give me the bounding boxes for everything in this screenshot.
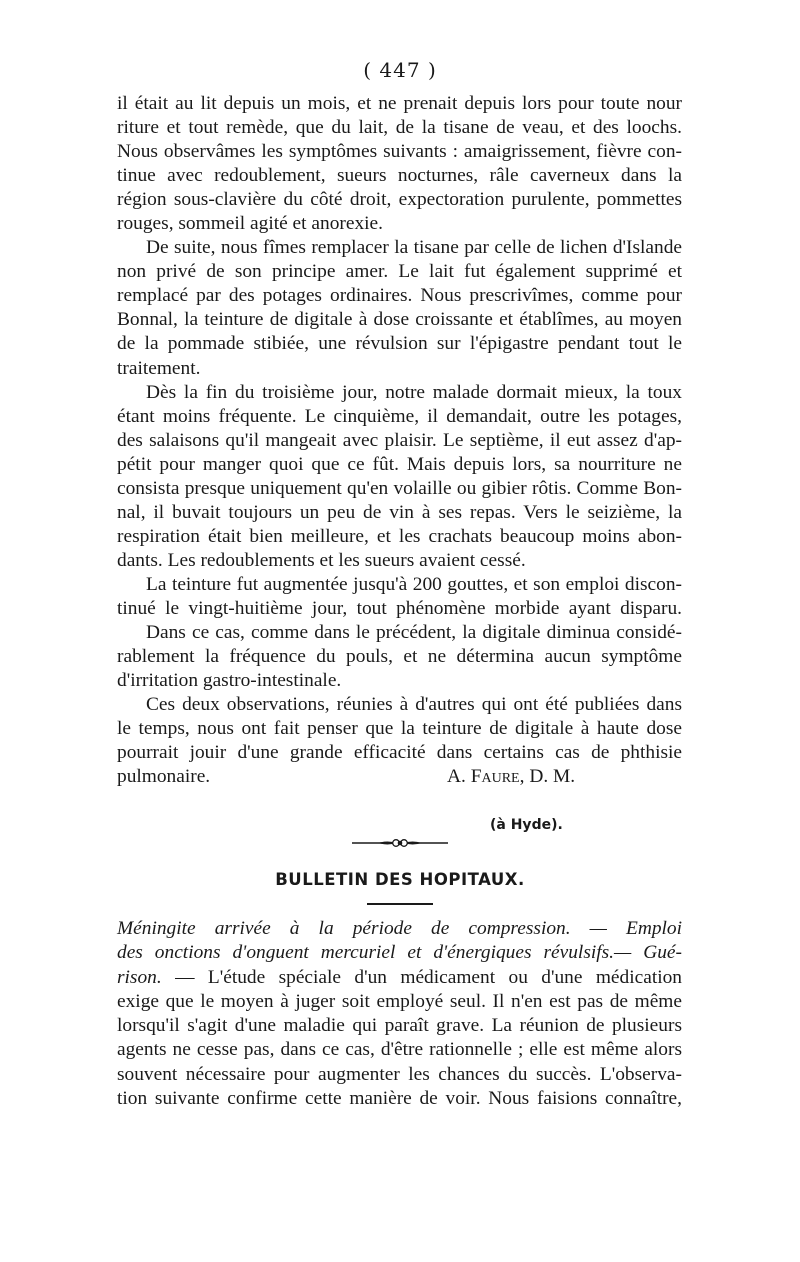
text-line: Ces deux observations, réunies à d'autres qui ont été publiées dans	[146, 694, 682, 716]
page-number: ( 447 )	[363, 58, 437, 82]
text-line: Dès la fin du troisième jour, notre malade dormait mieux, la toux	[146, 381, 682, 403]
text-line: consista presque uniquement qu'en volaille ou gibier rôtis. Comme Bon-	[117, 477, 682, 499]
text-line	[117, 917, 682, 941]
text-line: région sous-clavière du côté droit, expectoration purulente, pommettes	[117, 189, 682, 211]
text-line: tinue avec redoublement, sueurs nocturnes, râle caverneux dans la	[117, 165, 682, 187]
text-line: agents ne cesse pas, dans ce cas, d'être rationnelle ; elle est même alors	[117, 1039, 682, 1061]
text-line: tinué le vingt-huitième jour, tout phénomène morbide ayant disparu.	[117, 597, 682, 619]
paragraph-2	[117, 236, 682, 380]
text-line: nal, il buvait toujours un peu de vin à ses repas. Vers le seizième, la	[117, 501, 682, 523]
text-line: souvent nécessaire pour augmenter les chances du succès. L'observa-	[117, 1063, 682, 1085]
text-line: le temps, nous ont fait penser que la teinture de digitale à haute dose	[117, 718, 682, 740]
paragraph-6	[117, 693, 682, 789]
text-line: riture et tout remède, que du lait, de la tisane de veau, et des loochs.	[117, 117, 682, 139]
text-line: de la pommade stibiée, une révulsion sur l'épigastre pendant tout le	[117, 333, 682, 355]
paragraph-5	[117, 621, 682, 693]
text-line: De suite, nous fîmes remplacer la tisane par celle de lichen d'Islande	[146, 237, 682, 259]
text-line: La teinture fut augmentée jusqu'à 200 gouttes, et son emploi discon-	[146, 573, 682, 595]
article-heading-italic: rison.	[117, 966, 162, 988]
article-heading-italic: Méningite arrivée à la période de compression. — Emploi	[117, 918, 682, 939]
text-line: étant moins fréquente. Le cinquième, il demandait, outre les potages,	[117, 405, 682, 427]
author-initial: A.	[447, 766, 466, 788]
author-surname: Faure	[470, 766, 520, 788]
text-line: dants. Les redoublements et les sueurs avaient cessé.	[117, 549, 526, 571]
article-heading-italic: des onctions d'onguent mercuriel et d'énergiques révulsifs.— Gué-	[117, 942, 682, 964]
title-rule	[367, 903, 433, 905]
text-line: d'irritation gastro-intestinale.	[117, 670, 342, 692]
text-line: respiration était bien meilleure, et les crachats beaucoup moins abon-	[117, 525, 682, 547]
text-line-end: pulmonaire.	[117, 766, 211, 788]
text-line: tion suivante confirme cette manière de voir. Nous faisions connaître,	[117, 1088, 682, 1110]
text-line	[117, 941, 682, 965]
text-line: rouges, sommeil agité et anorexie.	[117, 213, 383, 235]
text-line: remplacé par des potages ordinaires. Nous prescrivîmes, comme pour	[117, 285, 682, 307]
article-text-start: — L'étude spéciale d'un médicament ou d'une médication	[161, 966, 682, 988]
text-line: rablement la fréquence du pouls, et ne détermina aucun symptôme	[117, 646, 682, 668]
text-line: pétit pour manger quoi que ce fût. Mais depuis lors, sa nourriture ne	[117, 453, 682, 475]
text-line: Dans ce cas, comme dans le précédent, la digitale diminua considé-	[146, 622, 682, 644]
ornament-divider	[352, 836, 448, 850]
text-line: des salaisons qu'il mangeait avec plaisir. Le septième, il eut assez d'ap-	[117, 429, 682, 451]
text-line: exige que le moyen à juger soit employé seul. Il n'en est pas de même	[117, 990, 682, 1012]
paragraph-4	[117, 573, 682, 621]
text-line: Nous observâmes les symptômes suivants : amaigrissement, fièvre con-	[117, 141, 682, 163]
text-line: il était au lit depuis un mois, et ne prenait depuis lors pour toute nour	[117, 93, 682, 114]
article-text	[117, 917, 682, 1111]
text-line: pourrait jouir d'une grande efficacité dans certains cas de phthisie	[117, 742, 682, 764]
text-line: non privé de son principe amer. Le lait fut également supprimé et	[117, 261, 682, 283]
text-line	[117, 966, 682, 990]
author-signature	[447, 765, 575, 789]
author-title: , D. M.	[519, 766, 576, 788]
paragraph-3	[117, 381, 682, 573]
paragraph-1	[117, 92, 682, 236]
author-location: (à Hyde).	[490, 817, 563, 833]
text-line: traitement.	[117, 357, 201, 379]
text-line: Bonnal, la teinture de digitale à dose croissante et établîmes, au moyen	[117, 309, 682, 331]
section-title: BULLETIN DES HOPITAUX.	[275, 870, 525, 889]
signature-line	[117, 765, 682, 789]
text-line: lorsqu'il s'agit d'une maladie qui paraît grave. La réunion de plusieurs	[117, 1015, 682, 1037]
case-report-text	[117, 92, 682, 789]
